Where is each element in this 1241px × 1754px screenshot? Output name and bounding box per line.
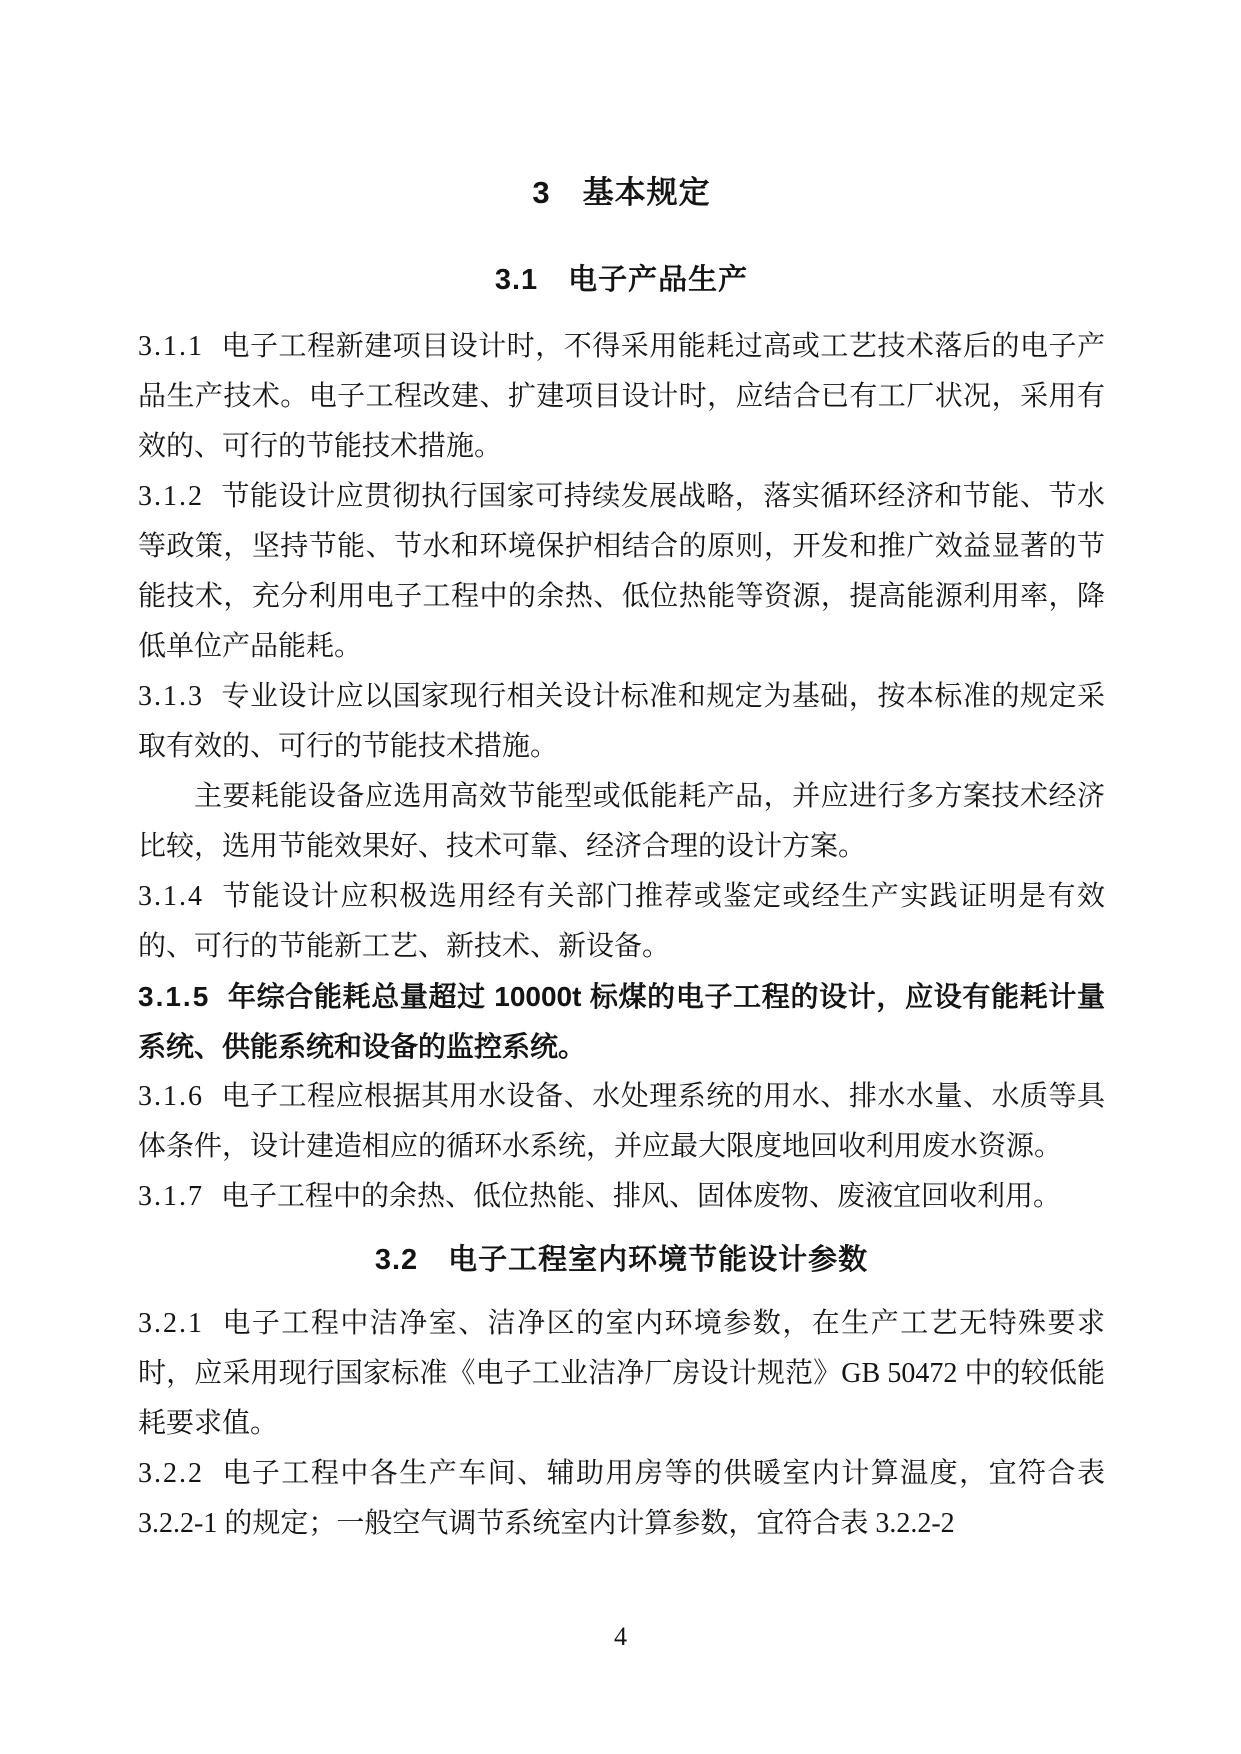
- clause-number: 3.1.2: [138, 481, 204, 512]
- clause-number: 3.1.7: [138, 1181, 204, 1212]
- clause-text: 电子工程中洁净室、洁净区的室内环境参数，在生产工艺无特殊要求时，应采用现行国家标准《电子工业洁净厂房设计规范》GB 50472 中的较低能耗要求值。: [138, 1308, 1105, 1439]
- clause-text: 电子工程中的余热、低位热能、排风、固体废物、废液宜回收利用。: [221, 1181, 1062, 1212]
- clause-text: 节能设计应贯彻执行国家可持续发展战略，落实循环经济和节能、节水等政策，坚持节能、节水和环境保护相结合的原则，开发和推广效益显著的节能技术，充分利用电子工程中的余热、低位热能等资源，提高能源利用率，降低单位产品能耗。: [138, 481, 1105, 662]
- clause-text: 年综合能耗总量超过 10000t 标煤的电子工程的设计，应设有能耗计量系统、供能系统和设备的监控系统。: [138, 981, 1105, 1062]
- clause-text: 电子工程新建项目设计时，不得采用能耗过高或工艺技术落后的电子产品生产技术。电子工程改建、扩建项目设计时，应结合已有工厂状况，采用有效的、可行的节能技术措施。: [138, 331, 1105, 462]
- clause-3-1-5: [138, 972, 1105, 1072]
- clause-3-1-3: [138, 672, 1105, 772]
- document-body: [138, 262, 1105, 1549]
- clause-number: 3.2.2: [138, 1458, 204, 1489]
- chapter-heading: 3 基本规定: [532, 175, 711, 210]
- clause-number: 3.1.4: [138, 881, 204, 912]
- clause-number: 3.1.5: [138, 981, 211, 1012]
- clause-3-2-2: [138, 1449, 1105, 1549]
- section-heading: 3.2 电子工程室内环境节能设计参数: [374, 1244, 869, 1276]
- clause-3-1-4: [138, 872, 1105, 972]
- clause-text: 专业设计应以国家现行相关设计标准和规定为基础，按本标准的规定采取有效的、可行的节能技术措施。: [138, 681, 1105, 762]
- clause-3-1-2: [138, 472, 1105, 672]
- clause-3-1-6: [138, 1072, 1105, 1172]
- clause-number: 3.1.3: [138, 681, 204, 712]
- section-heading: 3.1 电子产品生产: [494, 264, 749, 296]
- clause-number: 3.1.1: [138, 331, 204, 362]
- clause-text: 节能设计应积极选用经有关部门推荐或鉴定或经生产实践证明是有效的、可行的节能新工艺、新技术、新设备。: [138, 881, 1105, 962]
- clause-number: 3.1.6: [138, 1081, 204, 1112]
- clause-3-2-1: [138, 1299, 1105, 1449]
- clause-3-1-7: [138, 1172, 1105, 1222]
- page-number: 4: [614, 1622, 627, 1651]
- body-paragraph: 主要耗能设备应选用高效节能型或低能耗产品，并应进行多方案技术经济比较，选用节能效果好、技术可靠、经济合理的设计方案。: [138, 781, 1105, 862]
- clause-3-1-1: [138, 322, 1105, 472]
- clause-number: 3.2.1: [138, 1308, 204, 1339]
- clause-text: 电子工程中各生产车间、辅助用房等的供暖室内计算温度，宜符合表 3.2.2-1 的规定；一般空气调节系统室内计算参数，宜符合表 3.2.2-2: [138, 1458, 1105, 1539]
- document-content: [138, 0, 1105, 1549]
- clause-text: 电子工程应根据其用水设备、水处理系统的用水、排水水量、水质等具体条件，设计建造相应的循环水系统，并应最大限度地回收利用废水资源。: [138, 1081, 1105, 1162]
